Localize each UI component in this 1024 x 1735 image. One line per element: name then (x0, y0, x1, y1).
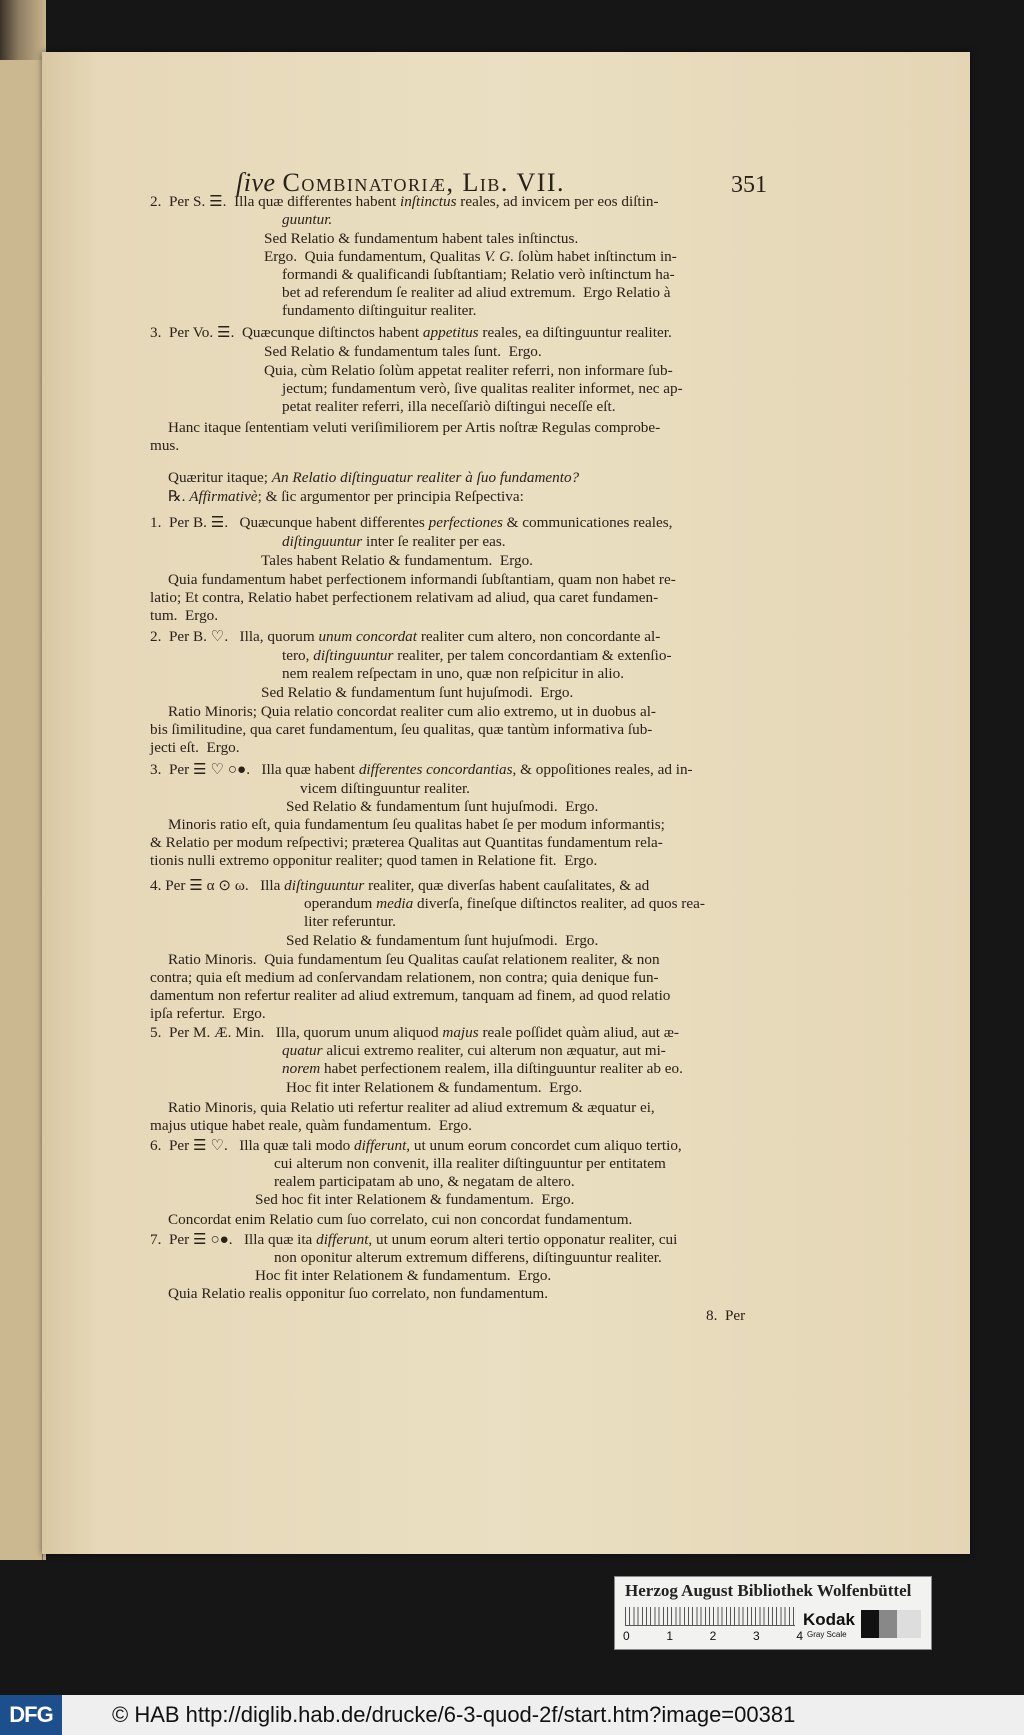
text-line: bet ad referendum ſe realiter ad aliud extremum. Ergo Relatio à (282, 284, 671, 301)
ruler-number: 0 (623, 1629, 630, 1643)
text-line: Ratio Minoris. Quia fundamentum ſeu Qualitas cauſat relationem realiter, & non (168, 951, 660, 968)
text-line: Ratio Minoris, quia Relatio uti refertur realiter ad aliud extremum & æquatur ei, (168, 1099, 655, 1116)
text-line: norem habet perfectionem realem, illa diſtinguuntur realiter ab eo. (282, 1060, 683, 1077)
footer-bar (0, 1695, 1024, 1735)
text-line: nem realem reſpectam in uno, quæ non reſpicitur in alio. (282, 665, 625, 682)
ruler-number: 2 (709, 1629, 717, 1643)
text-line: Tales habent Relatio & fundamentum. Ergo. (261, 552, 533, 569)
text-line: Hoc fit inter Relationem & fundamentum. Ergo. (255, 1267, 552, 1284)
text-line: fundamento diſtinguitur realiter. (282, 302, 477, 319)
text-line: 2. Per S. ☰. Illa quæ differentes habent inſtinctus reales, ad invicem per eos diſtin- (150, 193, 659, 210)
text-line: Ratio Minoris; Quia relatio concordat realiter cum alio extremo, ut in duobus al- (168, 703, 656, 720)
text-line: Quia fundamentum habet perfectionem informandi ſubſtantiam, quam non habet re- (168, 571, 676, 588)
library-color-card (614, 1576, 932, 1650)
text-line: 2. Per B. ♡. Illa, quorum unum concordat realiter cum altero, non concordante al- (150, 628, 661, 645)
text-line: Hoc fit inter Relationem & fundamentum. Ergo. (286, 1079, 583, 1096)
text-line: Concordat enim Relatio cum ſuo correlato, cui non concordat fundamentum. (168, 1211, 633, 1228)
text-line: cui alterum non convenit, illa realiter diſtinguuntur per entitatem (274, 1155, 666, 1172)
text-line: 1. Per B. ☰. Quæcunque habent differentes perfectiones & communicationes reales, (150, 514, 673, 531)
text-line: petat realiter referri, illa neceſſariò diſtingui neceſſe eſt. (282, 398, 616, 415)
text-line: 7. Per ☰ ○●. Illa quæ ita differunt, ut unum eorum alteri tertio opponatur realiter, cui (150, 1231, 678, 1248)
text-line: tero, diſtinguuntur realiter, per talem concordantiam & extenſio- (282, 647, 672, 664)
text-line: vicem diſtinguuntur realiter. (300, 780, 470, 797)
text-line: Sed hoc fit inter Relationem & fundamentum. Ergo. (255, 1191, 575, 1208)
scale-ruler (625, 1607, 795, 1626)
text-line: Quia Relatio realis opponitur ſuo correlato, non fundamentum. (168, 1285, 549, 1302)
text-line: Hanc itaque ſententiam veluti veriſimiliorem per Artis noſtræ Regulas comprobe- (168, 419, 661, 436)
footer-url-text: © HAB http://diglib.hab.de/drucke/6-3-quod-2f/start.htm?image=00381 (112, 1702, 796, 1727)
text-line: ipſa refertur. Ergo. (150, 1005, 266, 1022)
text-line: Sed Relatio & fundamentum ſunt hujuſmodi. Ergo. (286, 798, 599, 815)
text-line: tionis nulli extremo opponitur realiter; quod tamen in Relatione fit. Ergo. (150, 852, 598, 869)
text-line: 3. Per ☰ ♡ ○●. Illa quæ habent differentes concordantias, & oppoſitiones reales, ad in- (150, 761, 693, 778)
library-name: Herzog August Bibliothek Wolfenbüttel (625, 1581, 912, 1600)
text-line: realem participatam ab uno, & negatam de altero. (274, 1173, 575, 1190)
text-line: & Relatio per modum reſpectivi; præterea Qualitas aut Quantitas fundamentum rela- (150, 834, 663, 851)
left-facing-page-edge (0, 60, 43, 1560)
text-line: 3. Per Vo. ☰. Quæcunque diſtinctos habent appetitus reales, ea diſtinguuntur realiter. (150, 324, 672, 341)
ruler-numbers (623, 1629, 803, 1643)
running-head: ſive Combinatoriæ, Lib. VII. (236, 168, 566, 197)
text-line: Sed Relatio & fundamentum habent tales inſtinctus. (264, 230, 579, 247)
ruler-number: 4 (796, 1629, 803, 1643)
text-line: formandi & qualificandi ſubſtantiam; Relatio verò inſtinctum ha- (282, 266, 675, 283)
text-line: tum. Ergo. (150, 607, 219, 624)
text-line: guuntur. (282, 211, 333, 228)
text-line: Quia, cùm Relatio ſolùm appetat realiter referri, non informare ſub- (264, 362, 673, 379)
text-line: ℞. Affirmativè; & ſic argumentor per principia Reſpectiva: (168, 488, 524, 505)
text-line: Sed Relatio & fundamentum tales ſunt. Ergo. (264, 343, 542, 360)
text-line: Sed Relatio & fundamentum ſunt hujuſmodi. Ergo. (286, 932, 599, 949)
text-line: latio; Et contra, Relatio habet perfectionem relativam ad aliud, qua caret fundamen- (150, 589, 659, 606)
text-line: jecti eſt. Ergo. (150, 739, 240, 756)
text-line: Ergo. Quia fundamentum, Qualitas V. G. ſolùm habet inſtinctum in- (264, 248, 677, 265)
text-line: contra; quia eſt medium ad conſervandam relationem, non contra; quia denique fun- (150, 969, 659, 986)
ruler-number: 1 (666, 1629, 674, 1643)
text-line: 6. Per ☰ ♡. Illa quæ tali modo differunt, ut unum eorum concordet cum aliquo tertio, (150, 1137, 682, 1154)
text-line: 8. Per (706, 1307, 746, 1324)
text-line: majus utique habet reale, quàm fundamentum. Ergo. (150, 1117, 472, 1134)
page-number: 351 (731, 172, 767, 198)
text-line: Sed Relatio & fundamentum ſunt hujuſmodi. Ergo. (261, 684, 574, 701)
ruler-number: 3 (752, 1629, 760, 1643)
text-line: operandum media diverſa, fineſque diſtinctos realiter, ad quos rea- (304, 895, 705, 912)
text-line: quatur alicui extremo realiter, cui alterum non æquatur, aut mi- (282, 1042, 666, 1059)
kodak-logo: Kodak (803, 1610, 855, 1629)
gray-scale-label: Gray Scale (807, 1630, 847, 1639)
text-line: damentum non refertur realiter ad aliud extremum, tanquam ad finem, ad quod relatio (150, 987, 671, 1004)
text-line: 4. Per ☰ α ⊙ ω. Illa diſtinguuntur realiter, quæ diverſas habent cauſalitates, & ad (150, 877, 650, 894)
text-line: liter referuntur. (304, 913, 396, 930)
text-line: bis ſimilitudine, qua caret fundamentum, ſeu qualitas, quæ tantùm informativa ſub- (150, 721, 653, 738)
text-line: 5. Per M. Æ. Min. Illa, quorum unum aliquod majus reale poſſidet quàm aliud, aut æ- (150, 1024, 679, 1041)
text-line: jectum; fundamentum verò, ſive qualitas realiter informet, nec ap- (282, 380, 683, 397)
text-line: non oponitur alterum extremum differens, diſtinguuntur realiter. (274, 1249, 662, 1266)
text-line: Minoris ratio eſt, quia fundamentum ſeu qualitas habet ſe per modum informantis; (168, 816, 665, 833)
text-line: mus. (150, 437, 180, 454)
dfg-logo: DFG (0, 1695, 62, 1735)
text-line: diſtinguuntur inter ſe realiter per eas. (282, 533, 506, 550)
text-line: Quæritur itaque; An Relatio diſtinguatur realiter à ſuo fundamento? (168, 469, 580, 486)
gray-scale-patches (861, 1610, 921, 1638)
